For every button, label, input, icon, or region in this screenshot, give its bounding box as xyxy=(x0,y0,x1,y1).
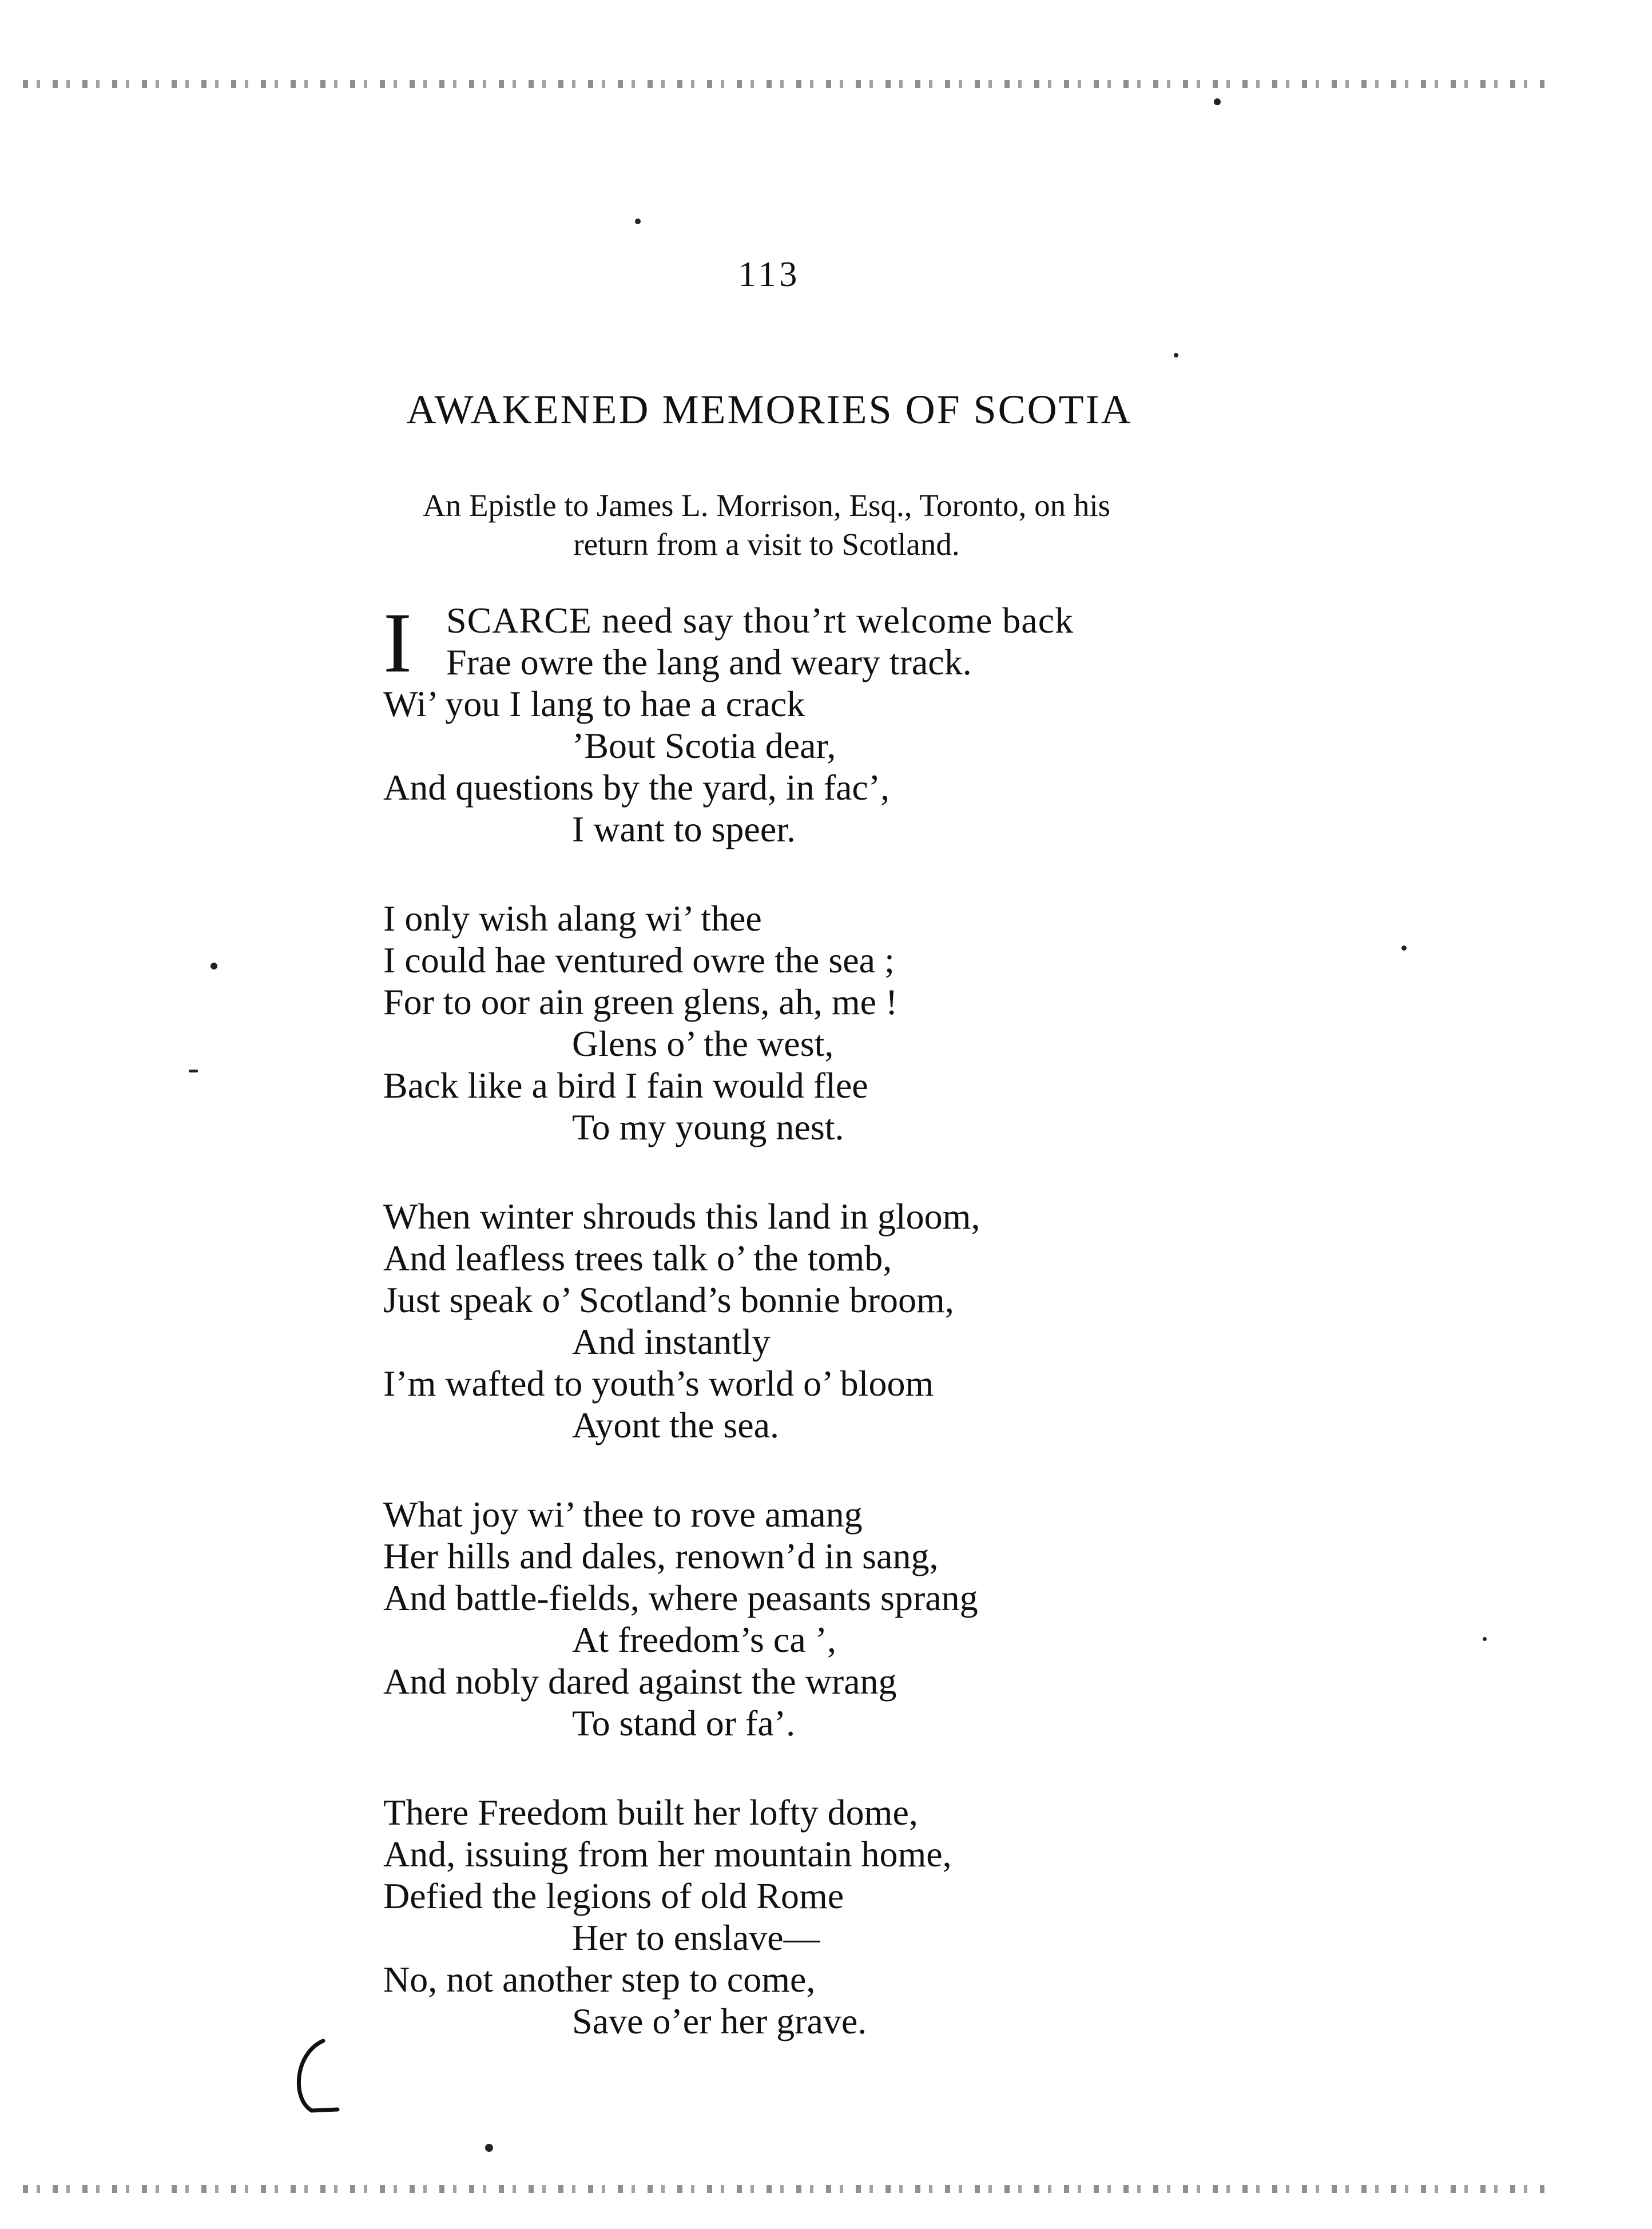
stanza-2 xyxy=(383,897,1470,1148)
ink-speck xyxy=(189,1070,198,1072)
poem-line: To stand or fa’. xyxy=(572,1703,796,1743)
poem-line: Ayont the sea. xyxy=(572,1405,780,1445)
subtitle-line-2: return from a visit to Scotland. xyxy=(573,527,960,562)
scan-edge-bottom xyxy=(23,2185,1544,2193)
poem-line: ’Bout Scotia dear, xyxy=(572,725,836,766)
poem-line: Her hills and dales, renown’d in sang, xyxy=(383,1536,939,1576)
poem-subtitle xyxy=(286,486,1247,564)
ink-speck xyxy=(211,963,217,970)
poem-line: Save o’er her grave. xyxy=(572,2001,867,2041)
poem-line: And, issuing from her mountain home, xyxy=(383,1834,952,1874)
poem-line: Frae owre the lang and weary track. xyxy=(446,642,972,682)
poem-line: Glens o’ the west, xyxy=(572,1023,834,1064)
first-line-text: SCARCE need say thou’rt welcome back xyxy=(446,600,1074,641)
poem-line: And leafless trees talk o’ the tomb, xyxy=(383,1238,892,1278)
ink-speck xyxy=(635,218,641,224)
pencil-bracket-mark xyxy=(289,2036,340,2122)
drop-cap: I xyxy=(383,595,412,690)
scan-edge-top xyxy=(23,80,1544,88)
poem-line: When winter shrouds this land in gloom, xyxy=(383,1196,980,1237)
ink-speck xyxy=(1401,945,1407,951)
page-number: 113 xyxy=(738,255,801,294)
poem-line: Wi’ you I lang to hae a crack xyxy=(383,684,805,724)
stanza-4 xyxy=(383,1493,1470,1744)
ink-speck xyxy=(1174,353,1178,357)
poem-line: And questions by the yard, in fac’, xyxy=(383,767,890,808)
poem-line: What joy wi’ thee to rove amang xyxy=(383,1494,863,1535)
ink-speck xyxy=(485,2144,493,2152)
subtitle-line-1: An Epistle to James L. Morrison, Esq., Toronto, on his xyxy=(422,488,1111,523)
poem-line: And instantly xyxy=(572,1321,771,1362)
poem-line: Defied the legions of old Rome xyxy=(383,1876,844,1916)
poem-line: No, not another step to come, xyxy=(383,1959,816,2000)
poem-line: At freedom’s ca ’, xyxy=(572,1619,837,1660)
poem-line: To my young nest. xyxy=(572,1107,844,1147)
stanza-5 xyxy=(383,1791,1470,2042)
stanza-3 xyxy=(383,1195,1470,1446)
poem-line: And battle-fields, where peasants sprang xyxy=(383,1578,978,1618)
poem-line: Back like a bird I fain would flee xyxy=(383,1065,868,1106)
poem-line: I’m wafted to youth’s world o’ bloom xyxy=(383,1363,934,1404)
poem-line: Her to enslave— xyxy=(572,1917,820,1958)
stanza-1 xyxy=(383,595,1470,850)
ink-speck xyxy=(1483,1637,1487,1641)
poem-title: AWAKENED MEMORIES OF SCOTIA xyxy=(406,387,1133,432)
poem-body xyxy=(383,595,1470,2089)
poem-line: I want to speer. xyxy=(572,809,796,849)
poem-line: Just speak o’ Scotland’s bonnie broom, xyxy=(383,1280,954,1320)
poem-line: And nobly dared against the wrang xyxy=(383,1661,897,1702)
poem-line: I could hae ventured owre the sea ; xyxy=(383,940,895,980)
poem-line: There Freedom built her lofty dome, xyxy=(383,1792,918,1833)
ink-speck xyxy=(1214,98,1221,105)
poem-line: For to oor ain green glens, ah, me ! xyxy=(383,982,898,1022)
poem-line: I only wish alang wi’ thee xyxy=(383,898,762,939)
